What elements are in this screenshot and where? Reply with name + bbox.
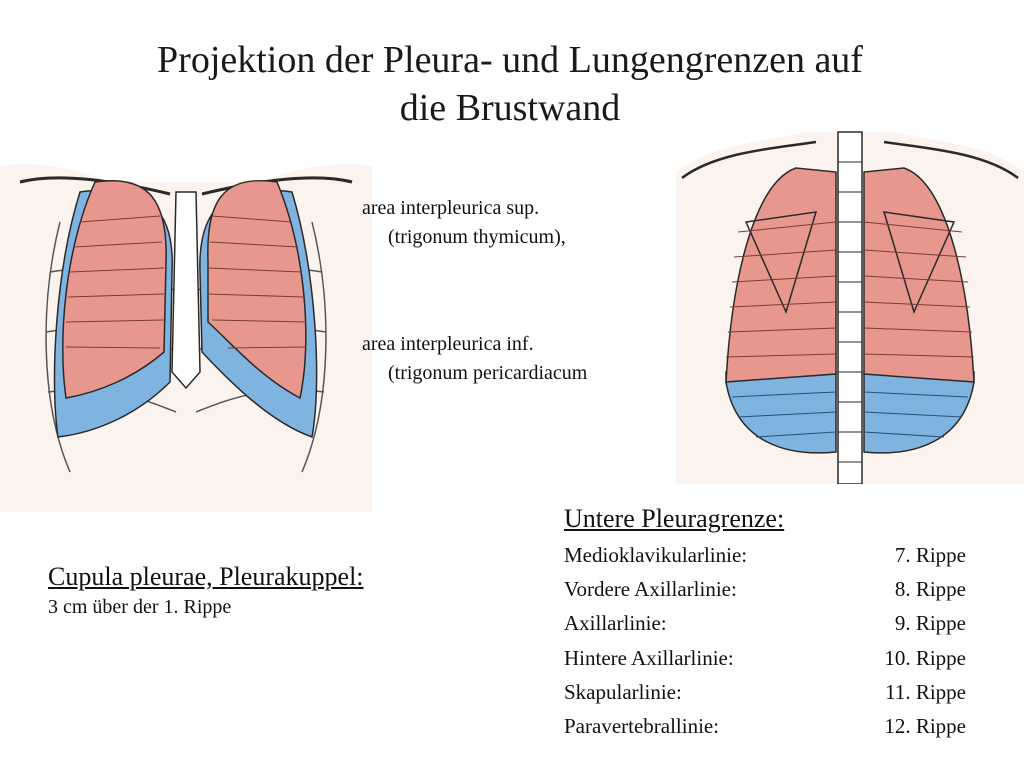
cupula-text: 3 cm über der 1. Rippe [48,596,232,618]
lower-pleura-boundary [564,500,974,743]
title-line-2: die Brustwand [399,87,621,129]
cupula-note [48,560,364,620]
line-name: Medioklavikularlinie: [564,543,748,567]
annotation-inf-label: area interpleurica inf. [362,333,534,355]
anterior-thorax-illustration [0,152,372,512]
line-name: Skapularlinie: [564,679,682,704]
table-row [564,641,966,675]
annotation-sup-sub: (trigonum thymicum), [388,226,566,248]
line-name: Hintere Axillarlinie: [564,645,734,670]
rib-value: 10. Rippe [884,645,966,670]
annotation-sup-label: area interpleurica sup. [362,197,540,219]
title-line-1: Projektion der Pleura- und Lungengrenzen auf [157,39,863,81]
rib-value: 12. Rippe [884,714,966,739]
table-row [564,709,966,743]
annotation-area-interpleurica-inf [362,330,587,388]
pleura-heading: Untere Pleuragrenze: [564,504,785,533]
table-row [564,538,966,572]
line-name: Paravertebrallinie: [564,714,720,739]
cupula-heading: Cupula pleurae, Pleurakuppel: [48,562,364,591]
pleura-table [564,538,966,743]
annotation-inf-sub: (trigonum pericardiacum [388,362,588,384]
rib-value: 7. Rippe [894,543,966,567]
rib-value: 11. Rippe [885,679,966,704]
rib-value: 9. Rippe [894,611,966,636]
table-row [564,606,966,640]
table-row [564,572,966,606]
rib-value: 8. Rippe [894,577,966,602]
table-row [564,675,966,709]
line-name: Vordere Axillarlinie: [564,577,737,602]
posterior-thorax-illustration [676,112,1024,484]
annotation-area-interpleurica-sup [362,194,566,252]
line-name: Axillarlinie: [564,611,667,636]
